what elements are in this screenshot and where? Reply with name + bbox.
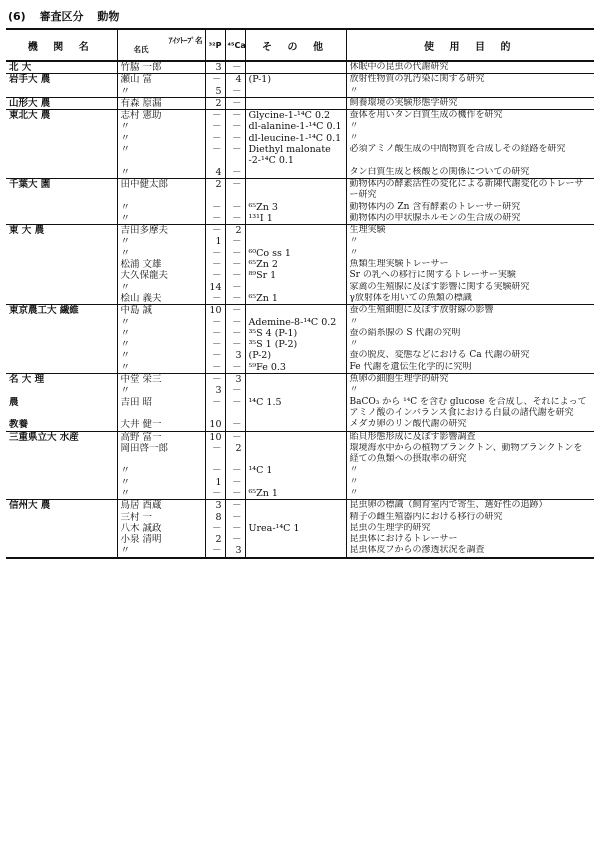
cell-purpose: 〃	[346, 248, 594, 259]
table-row	[6, 443, 594, 466]
cell-organization	[6, 317, 117, 328]
cell-purpose: 〃	[346, 133, 594, 144]
table-row	[6, 374, 594, 386]
cell-name: 〃	[117, 328, 205, 339]
cell-p32: －	[205, 397, 225, 420]
cell-name: 〃	[117, 362, 205, 374]
cell-name: 〃	[117, 167, 205, 179]
cell-p32: 4	[205, 167, 225, 179]
cell-purpose: 昆虫卵の標識（飼育室内で寄生、選好性の追跡）	[346, 500, 594, 512]
cell-ca45: －	[225, 339, 245, 350]
cell-name: 松浦 文雄	[117, 259, 205, 270]
cell-purpose: 飼養環境の実験形態学研究	[346, 97, 594, 109]
cell-organization: 北 大	[9, 62, 32, 73]
cell-name: 〃	[117, 465, 205, 476]
cell-purpose: 生理実験	[346, 225, 594, 237]
table-row	[6, 225, 594, 237]
cell-organization	[6, 362, 117, 374]
cell-purpose: 〃	[346, 339, 594, 350]
cell-organization: 東京農工大 繊維	[6, 305, 117, 317]
cell-ca45: －	[225, 110, 245, 122]
radioisotope-usage-table	[6, 28, 594, 559]
cell-organization	[6, 213, 117, 225]
cell-other: (P-1)	[245, 74, 346, 86]
table-body	[6, 61, 594, 558]
cell-purpose: 動物体内の Zn 含有酵素のトレーサー研究	[346, 202, 594, 213]
cell-other	[245, 225, 346, 237]
cell-other: Urea-¹⁴C 1	[245, 523, 346, 534]
cell-organization: 名 大 理	[6, 374, 117, 386]
cell-name: 三村 一	[117, 512, 205, 523]
cell-other	[245, 305, 346, 317]
table-header-row	[6, 29, 594, 61]
cell-p32: －	[205, 270, 225, 281]
table-row	[6, 523, 594, 534]
cell-purpose: 貽貝形態形成に及ぼす影響調査	[346, 431, 594, 443]
table-row	[6, 512, 594, 523]
cell-other	[245, 545, 346, 557]
table-row	[6, 488, 594, 500]
cell-purpose: γ放射体を用いての魚類の標識	[346, 293, 594, 305]
cell-other	[245, 97, 346, 109]
cell-purpose: 放射性物質の乳汚染に関する研究	[346, 74, 594, 86]
cell-ca45: 3	[225, 350, 245, 361]
cell-purpose: 〃	[346, 477, 594, 488]
cell-ca45: －	[225, 534, 245, 545]
cell-organization: 山形大 農	[6, 97, 117, 109]
cell-ca45: －	[225, 293, 245, 305]
cell-organization	[6, 293, 117, 305]
cell-ca45: －	[225, 431, 245, 443]
table-row	[6, 202, 594, 213]
cell-p32: －	[205, 144, 225, 167]
table-row	[6, 362, 594, 374]
cell-organization	[6, 259, 117, 270]
cell-name: 〃	[117, 121, 205, 132]
cell-ca45: －	[225, 97, 245, 109]
cell-other: dl-leucine-1-¹⁴C 0.1	[245, 133, 346, 144]
cell-p32: 1	[205, 477, 225, 488]
table-row	[6, 419, 594, 431]
cell-other	[245, 512, 346, 523]
cell-ca45: －	[225, 305, 245, 317]
cell-name: 吉田 昭	[117, 397, 205, 420]
cell-other: Diethyl malonate -2-¹⁴C 0.1	[245, 144, 346, 167]
cell-name: 〃	[117, 317, 205, 328]
cell-purpose: 蚕の絹糸腺の S 代謝の究明	[346, 328, 594, 339]
header-other: そ の 他	[245, 29, 346, 61]
cell-organization	[6, 144, 117, 167]
cell-purpose: 〃	[346, 465, 594, 476]
cell-other	[245, 431, 346, 443]
header-name-bottom: 名氏	[133, 45, 149, 54]
cell-name: 中島 誠	[117, 305, 205, 317]
cell-ca45: －	[225, 488, 245, 500]
cell-other: ⁶⁰Co ss 1	[245, 248, 346, 259]
header-name	[117, 29, 205, 61]
cell-other	[245, 374, 346, 386]
cell-p32: 14	[205, 282, 225, 293]
cell-purpose: 蚕の生殖細胞に及ぼす放射線の影響	[346, 305, 594, 317]
table-row	[6, 144, 594, 167]
cell-organization	[6, 465, 117, 476]
cell-p32: －	[205, 259, 225, 270]
cell-ca45: 3	[225, 374, 245, 386]
cell-purpose: 〃	[346, 121, 594, 132]
cell-p32: －	[205, 465, 225, 476]
section-category: 審査区分	[39, 10, 84, 23]
cell-organization	[6, 350, 117, 361]
table-row	[6, 270, 594, 281]
cell-ca45: －	[225, 419, 245, 431]
cell-other: ⁶⁵Zn 2	[245, 259, 346, 270]
table-row	[6, 61, 594, 74]
cell-organization	[6, 512, 117, 523]
cell-purpose: 動物体内の酵素活性の変化による新陳代謝変化のトレーサー研究	[346, 178, 594, 201]
cell-other	[245, 236, 346, 247]
cell-ca45: －	[225, 86, 245, 98]
cell-organization	[6, 270, 117, 281]
cell-purpose: タン白質生成と核酸との関係についての研究	[346, 167, 594, 179]
cell-name: 〃	[117, 86, 205, 98]
cell-ca45: －	[225, 259, 245, 270]
cell-purpose: 休眠中の昆虫の代謝研究	[346, 61, 594, 74]
cell-purpose: Sr の乳への移行に関するトレーサー実験	[346, 270, 594, 281]
cell-purpose: 〃	[346, 86, 594, 98]
table-row	[6, 97, 594, 109]
header-p32: ³²P	[205, 29, 225, 61]
cell-name: 〃	[117, 477, 205, 488]
cell-purpose: 精子の雌生殖器内における移行の研究	[346, 512, 594, 523]
cell-purpose: BaCO₃ から ¹⁴C を含む glucose を合成し、それによってアミノ酸のインバランス食における白鼠の諸代謝を研究	[346, 397, 594, 420]
cell-ca45: －	[225, 178, 245, 201]
cell-purpose: 〃	[346, 385, 594, 396]
cell-organization	[6, 167, 117, 179]
cell-p32: －	[205, 225, 225, 237]
cell-name: 吉田多摩夫	[117, 225, 205, 237]
cell-organization: 農	[9, 396, 19, 408]
cell-purpose: 動物体内の甲状腺ホルモンの生合成の研究	[346, 213, 594, 225]
header-name-top: ｱｲｿﾄｰﾌﾟ名	[168, 36, 203, 45]
cell-organization	[6, 86, 117, 98]
cell-other	[245, 178, 346, 201]
cell-name: 八木 誠政	[117, 523, 205, 534]
cell-name: 小泉 清明	[117, 534, 205, 545]
table-row	[6, 339, 594, 350]
cell-purpose: 環境海水中からの植物プランクトン、動物プランクトンを経ての魚類への摂取率の研究	[346, 443, 594, 466]
cell-p32: －	[205, 339, 225, 350]
cell-other: dl-alanine-1-¹⁴C 0.1	[245, 121, 346, 132]
cell-purpose: 蚕の脱皮、変態などにおける Ca 代謝の研究	[346, 350, 594, 361]
cell-name: 中堂 栄三	[117, 374, 205, 386]
cell-purpose: 蚕体を用いタン白質生成の機作を研究	[346, 110, 594, 122]
cell-name: 志村 憲助	[117, 110, 205, 122]
cell-p32: 3	[205, 385, 225, 396]
cell-ca45: －	[225, 362, 245, 374]
table-row	[6, 328, 594, 339]
cell-organization	[6, 545, 117, 557]
cell-other: Ademine-8-¹⁴C 0.2	[245, 317, 346, 328]
cell-other	[245, 419, 346, 431]
cell-ca45: －	[225, 121, 245, 132]
cell-organization: 千葉大 園	[6, 178, 117, 201]
cell-organization	[6, 202, 117, 213]
cell-name: 〃	[117, 545, 205, 557]
table-row	[6, 86, 594, 98]
cell-purpose: 昆虫の生理学的研究	[346, 523, 594, 534]
cell-purpose: 必須アミノ酸生成の中間物質を合成しその経路を研究	[346, 144, 594, 167]
cell-p32: －	[205, 202, 225, 213]
cell-name: 竹脇 一郎	[117, 61, 205, 74]
cell-ca45: 3	[225, 545, 245, 557]
cell-p32: －	[205, 110, 225, 122]
cell-p32: －	[205, 350, 225, 361]
cell-other	[245, 86, 346, 98]
table-row	[6, 305, 594, 317]
cell-other: ¹⁴C 1	[245, 465, 346, 476]
cell-name: 〃	[117, 248, 205, 259]
cell-other	[245, 61, 346, 74]
cell-name: 〃	[117, 236, 205, 247]
cell-name: 田中健太郎	[117, 178, 205, 201]
cell-p32: 2	[205, 534, 225, 545]
table-row	[6, 259, 594, 270]
cell-ca45: －	[225, 270, 245, 281]
cell-organization	[6, 488, 117, 500]
cell-name: 瀬山 富	[117, 74, 205, 86]
cell-organization	[6, 534, 117, 545]
cell-ca45: －	[225, 512, 245, 523]
cell-ca45: －	[225, 465, 245, 476]
cell-p32: 10	[205, 305, 225, 317]
cell-ca45: －	[225, 385, 245, 396]
cell-other	[245, 477, 346, 488]
cell-p32: 3	[205, 500, 225, 512]
cell-other: (P-2)	[245, 350, 346, 361]
cell-name: 〃	[117, 385, 205, 396]
cell-ca45: －	[225, 248, 245, 259]
cell-ca45: －	[225, 317, 245, 328]
cell-other	[245, 385, 346, 396]
cell-organization	[6, 282, 117, 293]
cell-other	[245, 282, 346, 293]
cell-other: ⁶⁵Zn 1	[245, 488, 346, 500]
cell-organization	[6, 121, 117, 132]
cell-organization	[6, 248, 117, 259]
table-row	[6, 121, 594, 132]
cell-organization	[6, 133, 117, 144]
cell-p32: －	[205, 133, 225, 144]
cell-p32: 2	[205, 178, 225, 201]
table-row	[6, 282, 594, 293]
cell-ca45: －	[225, 213, 245, 225]
cell-p32: 10	[205, 431, 225, 443]
cell-name: 高野 富一	[117, 431, 205, 443]
header-purpose: 使 用 目 的	[346, 29, 594, 61]
cell-organization: 東 大 農	[6, 225, 117, 237]
cell-p32: 3	[205, 61, 225, 74]
cell-other: ⁶⁵Zn 3	[245, 202, 346, 213]
cell-name: 〃	[117, 339, 205, 350]
cell-ca45: －	[225, 236, 245, 247]
cell-purpose: 家禽の生殖腺に及ぼす影響に関する実験研究	[346, 282, 594, 293]
cell-purpose: 〃	[346, 488, 594, 500]
cell-other	[245, 167, 346, 179]
cell-other: ¹³¹I 1	[245, 213, 346, 225]
cell-organization: 信州大 農	[6, 500, 117, 512]
cell-organization	[6, 236, 117, 247]
cell-other	[245, 500, 346, 512]
cell-p32: －	[205, 443, 225, 466]
cell-purpose: 魚類生理実験トレーサー	[346, 259, 594, 270]
table-row	[6, 293, 594, 305]
cell-p32: －	[205, 374, 225, 386]
cell-name: 大久保龍夫	[117, 270, 205, 281]
table-row	[6, 545, 594, 557]
cell-name: 大井 健一	[117, 419, 205, 431]
cell-p32: －	[205, 545, 225, 557]
cell-organization	[6, 477, 117, 488]
cell-p32: －	[205, 488, 225, 500]
cell-purpose: 〃	[346, 317, 594, 328]
cell-other: ⁸⁹Sr 1	[245, 270, 346, 281]
cell-name: 〃	[117, 133, 205, 144]
table-row	[6, 133, 594, 144]
cell-ca45: －	[225, 500, 245, 512]
cell-p32: －	[205, 328, 225, 339]
cell-name: 有森 原漏	[117, 97, 205, 109]
cell-p32: 1	[205, 236, 225, 247]
table-row	[6, 534, 594, 545]
table-row	[6, 317, 594, 328]
table-row	[6, 213, 594, 225]
cell-name: 〃	[117, 488, 205, 500]
cell-p32: 2	[205, 97, 225, 109]
cell-ca45: －	[225, 397, 245, 420]
table-row	[6, 167, 594, 179]
cell-ca45: －	[225, 61, 245, 74]
cell-name: 岡田啓一郎	[117, 443, 205, 466]
table-row	[6, 397, 594, 420]
cell-ca45: －	[225, 202, 245, 213]
cell-purpose: メダカ卵のリン酸代謝の研究	[346, 419, 594, 431]
cell-ca45: 4	[225, 74, 245, 86]
table-row	[6, 350, 594, 361]
table-row	[6, 236, 594, 247]
cell-ca45: 2	[225, 225, 245, 237]
cell-ca45: －	[225, 133, 245, 144]
cell-organization	[6, 339, 117, 350]
table-row	[6, 465, 594, 476]
cell-organization: 岩手大 農	[6, 74, 117, 86]
section-heading	[8, 8, 129, 24]
cell-ca45: －	[225, 144, 245, 167]
cell-other: ³⁵S 4 (P-1)	[245, 328, 346, 339]
cell-organization: 東北大 農	[6, 110, 117, 122]
cell-p32: －	[205, 362, 225, 374]
cell-organization	[6, 385, 117, 396]
cell-purpose: 昆虫体におけるトレーサー	[346, 534, 594, 545]
cell-purpose: 〃	[346, 236, 594, 247]
cell-organization	[6, 523, 117, 534]
section-number: (6)	[8, 10, 26, 23]
cell-other: ³⁵S 1 (P-2)	[245, 339, 346, 350]
cell-ca45: －	[225, 328, 245, 339]
cell-p32: －	[205, 74, 225, 86]
cell-p32: －	[205, 317, 225, 328]
cell-name: 〃	[117, 144, 205, 167]
cell-name: 鳥居 酉蔵	[117, 500, 205, 512]
table-row	[6, 110, 594, 122]
cell-organization: 教養	[9, 419, 29, 431]
cell-p32: －	[205, 523, 225, 534]
cell-name: 桧山 義夫	[117, 293, 205, 305]
table-row	[6, 178, 594, 201]
cell-p32: 8	[205, 512, 225, 523]
cell-p32: －	[205, 293, 225, 305]
table-row	[6, 74, 594, 86]
cell-other: ⁵⁹Fe 0.3	[245, 362, 346, 374]
cell-purpose: 昆虫体皮フからの滲透状況を調査	[346, 545, 594, 557]
cell-p32: 5	[205, 86, 225, 98]
cell-other: Glycine-1-¹⁴C 0.2	[245, 110, 346, 122]
cell-name: 〃	[117, 213, 205, 225]
cell-ca45: －	[225, 477, 245, 488]
cell-p32: 10	[205, 419, 225, 431]
cell-name: 〃	[117, 202, 205, 213]
cell-organization: 三重県立大 水産	[6, 431, 117, 443]
cell-name: 〃	[117, 350, 205, 361]
cell-ca45: 2	[225, 443, 245, 466]
cell-purpose: 魚卵の細胞生理学的研究	[346, 374, 594, 386]
table-row	[6, 500, 594, 512]
header-ca45: ⁴⁵Ca	[225, 29, 245, 61]
table-row	[6, 477, 594, 488]
table-row	[6, 248, 594, 259]
cell-p32: －	[205, 248, 225, 259]
cell-other	[245, 443, 346, 466]
header-organization: 機 関 名	[6, 29, 117, 61]
cell-organization	[6, 328, 117, 339]
cell-ca45: －	[225, 282, 245, 293]
cell-other	[245, 534, 346, 545]
cell-name: 〃	[117, 282, 205, 293]
cell-other: ⁶⁵Zn 1	[245, 293, 346, 305]
cell-ca45: －	[225, 523, 245, 534]
cell-p32: －	[205, 213, 225, 225]
cell-p32: －	[205, 121, 225, 132]
table-row	[6, 385, 594, 396]
cell-organization	[6, 443, 117, 466]
cell-purpose: Fe 代謝を遺伝生化学的に究明	[346, 362, 594, 374]
cell-other: ¹⁴C 1.5	[245, 397, 346, 420]
section-field: 動物	[97, 10, 120, 23]
table-row	[6, 431, 594, 443]
cell-ca45: －	[225, 167, 245, 179]
